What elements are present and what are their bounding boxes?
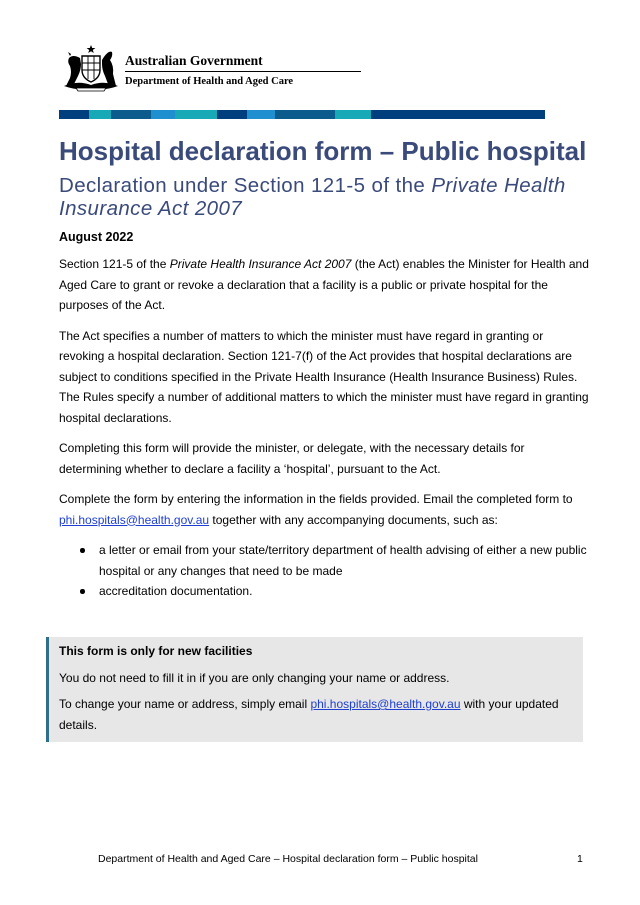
government-logo — [58, 44, 308, 94]
notice-title: This form is only for new facilities — [59, 644, 253, 658]
subtitle-text: Declaration under Section 121-5 of the — [59, 174, 432, 197]
stripe-segment — [335, 110, 371, 119]
stripe-segment — [111, 110, 151, 119]
notice-email-link[interactable]: phi.hospitals@health.gov.au — [310, 697, 461, 711]
document-list — [59, 540, 589, 602]
text-run: To change your name or address, simply email — [59, 697, 311, 711]
new-facilities-notice — [46, 637, 583, 742]
list-item: accreditation documentation. — [99, 581, 589, 602]
stripe-segment — [247, 110, 275, 119]
email-link[interactable]: phi.hospitals@health.gov.au — [59, 512, 210, 527]
text-run: with your updated details. — [59, 697, 559, 732]
intro-paragraph-4 — [59, 489, 589, 530]
text-run: together with any accompanying documents, such as: — [209, 512, 498, 527]
intro-paragraph-1 — [59, 254, 589, 316]
logo-divider — [125, 71, 361, 72]
coat-of-arms-icon — [58, 44, 124, 92]
stripe-segment — [151, 110, 175, 119]
stripe-segment — [89, 110, 111, 119]
subtitle-act-name: Private Health Insurance Act 2007 — [59, 174, 566, 220]
intro-paragraph-3: Completing this form will provide the minister, or delegate, with the necessary details for determining whether to declare a facility a ‘hospital’, pursuant to the Act. — [59, 441, 525, 476]
government-name: Australian Government — [125, 53, 263, 68]
text-run: Section 121-5 of the — [59, 257, 170, 271]
list-item: a letter or email from your state/territory department of health advising of either a new public hospital or any changes that need to be made — [99, 540, 589, 581]
stripe-segment — [275, 110, 335, 119]
stripe-segment — [217, 110, 247, 119]
page-number: 1 — [577, 853, 583, 865]
intro-section — [59, 254, 589, 602]
stripe-segment — [371, 110, 545, 119]
page-title: Hospital declaration form – Public hospital — [59, 136, 587, 166]
page-subtitle — [59, 174, 599, 220]
text-run: (the Act) enables the Minister for Health and Aged Care to grant or revoke a declaration that a facility is a public or private hospital for the purposes of the Act. — [59, 257, 589, 312]
document-date: August 2022 — [59, 230, 134, 244]
notice-line-2 — [59, 694, 583, 735]
act-name: Private Health Insurance Act 2007 — [169, 257, 352, 271]
notice-line-1: You do not need to fill it in if you are only changing your name or address. — [59, 670, 450, 685]
text-run: Complete the form by entering the information in the fields provided. Email the completed form to — [59, 492, 573, 506]
header-color-stripe — [59, 110, 545, 119]
intro-paragraph-2: The Act specifies a number of matters to which the minister must have regard in granting or revoking a hospital declaration. Section 121-7(f) of the Act provides that hospital declarations are subject to conditions specified in the Private Health Insurance (Health Insurance Business) Rules. The Rules specify a number of additional matters to which the minister must have regard in granting hospital declarations. — [59, 328, 589, 425]
department-name: Department of Health and Aged Care — [125, 76, 294, 87]
page-footer: Department of Health and Aged Care – Hospital declaration form – Public hospital — [98, 853, 478, 865]
stripe-segment — [175, 110, 217, 119]
stripe-segment — [59, 110, 89, 119]
